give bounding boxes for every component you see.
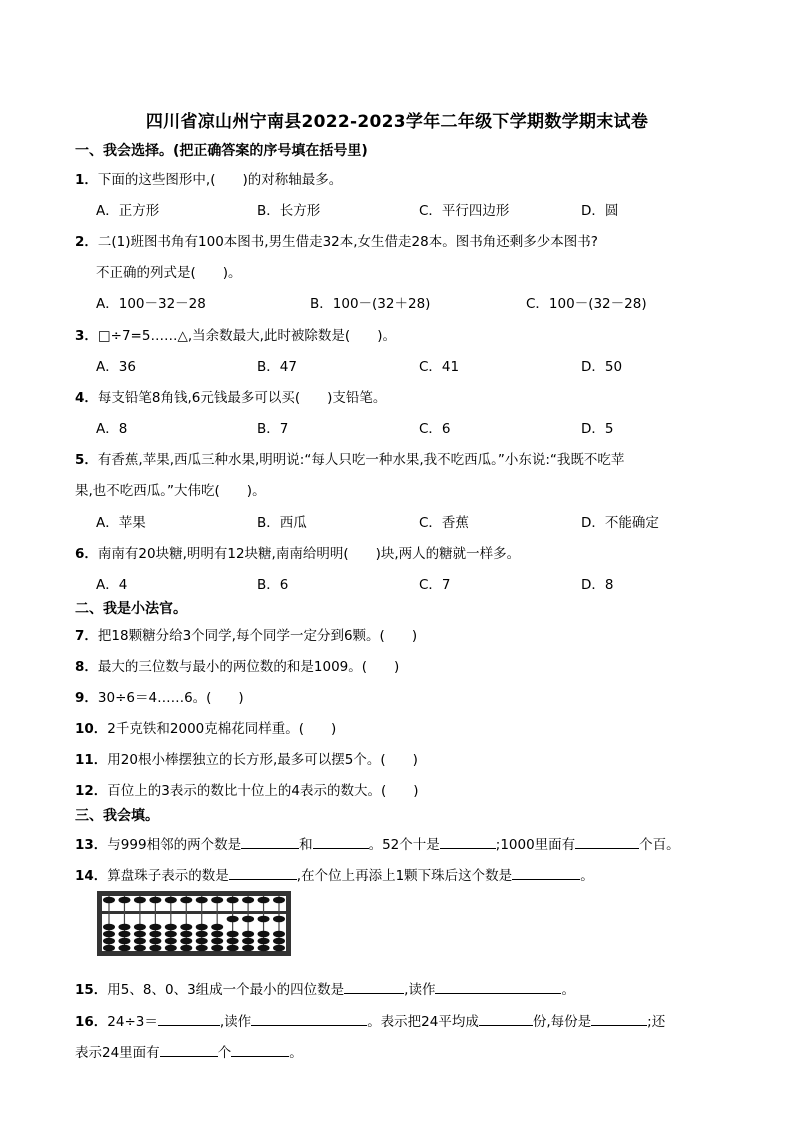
question-number: 10． bbox=[75, 721, 108, 737]
question-text: ,读作 bbox=[219, 1014, 252, 1030]
option-b[interactable]: B．47 bbox=[257, 359, 297, 375]
option-a[interactable]: A．36 bbox=[96, 359, 136, 375]
question-13 bbox=[75, 833, 680, 853]
answer-blank[interactable] bbox=[591, 1012, 647, 1026]
question-text: 。表示把24平均成 bbox=[367, 1014, 479, 1030]
question-text: 和 bbox=[299, 837, 313, 853]
abacus-lower-bead bbox=[211, 924, 223, 931]
answer-blank[interactable] bbox=[435, 980, 561, 994]
abacus-lower-bead bbox=[227, 916, 239, 923]
question-text: 。52个十是 bbox=[368, 837, 440, 853]
question-text: 算盘珠子表示的数是 bbox=[107, 868, 229, 884]
abacus-lower-bead bbox=[196, 938, 208, 945]
option-a[interactable]: A．苹果 bbox=[96, 515, 146, 531]
option-d[interactable]: D．8 bbox=[581, 577, 614, 593]
question-text: ,在个位上再添上1颗下珠后这个数是 bbox=[296, 868, 513, 884]
abacus-upper-bead bbox=[273, 897, 285, 904]
abacus-lower-bead bbox=[196, 924, 208, 931]
option-c[interactable]: C．41 bbox=[419, 359, 460, 375]
answer-blank[interactable] bbox=[158, 1012, 220, 1026]
question-text: 份,每份是 bbox=[532, 1014, 592, 1030]
question-number: 9． bbox=[75, 690, 98, 706]
question-text: ;还 bbox=[647, 1014, 666, 1030]
question-3 bbox=[75, 324, 396, 344]
abacus-lower-bead bbox=[118, 931, 130, 938]
option-d[interactable]: D．圆 bbox=[581, 203, 619, 219]
question-text: 用20根小棒摆独立的长方形,最多可以摆5个。( ) bbox=[107, 752, 418, 768]
option-a[interactable]: A．8 bbox=[96, 421, 128, 437]
abacus-lower-bead bbox=[149, 945, 161, 952]
abacus-lower-bead bbox=[103, 945, 115, 952]
abacus-lower-bead bbox=[134, 924, 146, 931]
option-d[interactable]: D．5 bbox=[581, 421, 614, 437]
question-text: 二(1)班图书角有100本图书,男生借走32本,女生借走28本。图书角还剩多少本图书? bbox=[97, 234, 598, 250]
question-15 bbox=[75, 978, 575, 998]
question-number: 3． bbox=[75, 328, 98, 344]
abacus-inner bbox=[102, 896, 286, 951]
question-number: 11． bbox=[75, 752, 108, 768]
abacus-lower-bead bbox=[242, 945, 254, 952]
abacus-lower-bead bbox=[134, 945, 146, 952]
question-16 bbox=[75, 1010, 665, 1030]
question-number: 14． bbox=[75, 868, 108, 884]
answer-blank[interactable] bbox=[160, 1043, 218, 1057]
abacus-lower-bead bbox=[165, 945, 177, 952]
abacus-upper-bead bbox=[180, 897, 192, 904]
question-text: 百位上的3表示的数比十位上的4表示的数大。( ) bbox=[107, 783, 419, 799]
abacus-lower-bead bbox=[149, 931, 161, 938]
question-number: 13． bbox=[75, 837, 108, 853]
question-text: 把18颗糖分给3个同学,每个同学一定分到6颗。( ) bbox=[97, 628, 418, 644]
abacus-upper-bead bbox=[211, 897, 223, 904]
question-number: 16． bbox=[75, 1014, 108, 1030]
abacus-lower-bead bbox=[242, 931, 254, 938]
question-16-continued bbox=[75, 1041, 303, 1061]
answer-blank[interactable] bbox=[512, 866, 580, 880]
abacus-lower-bead bbox=[196, 945, 208, 952]
option-d[interactable]: D．50 bbox=[581, 359, 623, 375]
question-5 bbox=[75, 448, 624, 468]
question-text: 个 bbox=[217, 1045, 232, 1061]
abacus-upper-bead bbox=[118, 897, 130, 904]
answer-blank[interactable] bbox=[575, 835, 639, 849]
page-title: 四川省凉山州宁南县2022-2023学年二年级下学期数学期末试卷 bbox=[145, 112, 649, 132]
question-9 bbox=[75, 686, 244, 706]
abacus-upper-bead bbox=[242, 897, 254, 904]
abacus-lower-bead bbox=[149, 924, 161, 931]
answer-blank[interactable] bbox=[251, 1012, 367, 1026]
abacus-upper-bead bbox=[149, 897, 161, 904]
abacus-lower-bead bbox=[103, 931, 115, 938]
question-number: 2． bbox=[75, 234, 98, 250]
abacus-lower-bead bbox=[227, 938, 239, 945]
abacus-lower-bead bbox=[118, 938, 130, 945]
question-number: 1． bbox=[75, 172, 98, 188]
question-8 bbox=[75, 655, 399, 675]
abacus-upper-bead bbox=[196, 897, 208, 904]
question-1 bbox=[75, 168, 342, 188]
answer-blank[interactable] bbox=[229, 866, 297, 880]
question-4 bbox=[75, 386, 386, 406]
answer-blank[interactable] bbox=[440, 835, 496, 849]
abacus-lower-bead bbox=[227, 945, 239, 952]
question-number: 7． bbox=[75, 628, 98, 644]
abacus-lower-bead bbox=[118, 945, 130, 952]
question-number: 12． bbox=[75, 783, 108, 799]
question-text: 与999相邻的两个数是 bbox=[107, 837, 242, 853]
question-text: 最大的三位数与最小的两位数的和是1009。( ) bbox=[97, 659, 400, 675]
question-2-continued: 不正确的列式是( )。 bbox=[96, 265, 242, 281]
abacus-lower-bead bbox=[273, 931, 285, 938]
option-d[interactable]: D．不能确定 bbox=[581, 515, 659, 531]
question-11 bbox=[75, 748, 418, 768]
abacus-lower-bead bbox=[273, 938, 285, 945]
abacus-lower-bead bbox=[149, 938, 161, 945]
abacus-lower-bead bbox=[211, 945, 223, 952]
option-b[interactable]: B．长方形 bbox=[257, 203, 321, 219]
abacus-lower-bead bbox=[134, 938, 146, 945]
question-text: 。 bbox=[289, 1045, 303, 1061]
abacus-lower-bead bbox=[165, 924, 177, 931]
question-6 bbox=[75, 542, 520, 562]
abacus-lower-bead bbox=[103, 938, 115, 945]
question-text: 每支铅笔8角钱,6元钱最多可以买( )支铅笔。 bbox=[97, 390, 387, 406]
option-c[interactable]: C．6 bbox=[419, 421, 451, 437]
question-number: 8． bbox=[75, 659, 98, 675]
abacus-upper-bead bbox=[134, 897, 146, 904]
question-number: 6． bbox=[75, 546, 98, 562]
abacus-upper-bead bbox=[258, 897, 270, 904]
question-text: 。 bbox=[580, 868, 594, 884]
abacus-beam bbox=[102, 911, 286, 914]
section-heading-fill: 三、我会填。 bbox=[75, 808, 159, 824]
option-c[interactable]: C．平行四边形 bbox=[419, 203, 510, 219]
question-text: ,读作 bbox=[404, 982, 436, 998]
question-number: 15． bbox=[75, 982, 108, 998]
question-text: □÷7=5……△,当余数最大,此时被除数是( )。 bbox=[97, 328, 396, 344]
abacus-lower-bead bbox=[227, 931, 239, 938]
question-number: 4． bbox=[75, 390, 98, 406]
abacus-lower-bead bbox=[103, 924, 115, 931]
abacus-lower-bead bbox=[258, 938, 270, 945]
abacus-lower-bead bbox=[180, 938, 192, 945]
question-10 bbox=[75, 717, 336, 737]
abacus-lower-bead bbox=[180, 945, 192, 952]
question-text: 个百。 bbox=[639, 837, 680, 853]
question-text: 用5、8、0、3组成一个最小的四位数是 bbox=[107, 982, 345, 998]
option-a[interactable]: A．正方形 bbox=[96, 203, 160, 219]
option-c[interactable]: C．100－(32－28) bbox=[526, 296, 647, 312]
question-5-continued: 果,也不吃西瓜。”大伟吃( )。 bbox=[75, 483, 266, 499]
abacus-lower-bead bbox=[134, 931, 146, 938]
abacus-lower-bead bbox=[273, 916, 285, 923]
abacus-lower-bead bbox=[242, 938, 254, 945]
abacus-lower-bead bbox=[180, 924, 192, 931]
abacus-lower-bead bbox=[242, 916, 254, 923]
question-text: 下面的这些图形中,( )的对称轴最多。 bbox=[97, 172, 343, 188]
question-text: ;1000里面有 bbox=[495, 837, 576, 853]
question-2 bbox=[75, 230, 598, 250]
abacus-lower-bead bbox=[258, 945, 270, 952]
question-7 bbox=[75, 624, 417, 644]
option-b[interactable]: B．100－(32＋28) bbox=[310, 296, 431, 312]
section-heading-choice: 一、我会选择。(把正确答案的序号填在括号里) bbox=[75, 143, 368, 159]
abacus-lower-bead bbox=[258, 916, 270, 923]
question-text: 表示24里面有 bbox=[75, 1045, 160, 1061]
abacus-lower-bead bbox=[258, 931, 270, 938]
option-b[interactable]: B．西瓜 bbox=[257, 515, 307, 531]
question-text: 24÷3＝ bbox=[107, 1014, 158, 1030]
option-b[interactable]: B．7 bbox=[257, 421, 289, 437]
question-12 bbox=[75, 779, 419, 799]
question-text: 。 bbox=[561, 982, 575, 998]
question-text: 30÷6＝4……6。( ) bbox=[97, 690, 244, 706]
option-a[interactable]: A．100－32－28 bbox=[96, 296, 206, 312]
option-b[interactable]: B．6 bbox=[257, 577, 289, 593]
question-number: 5． bbox=[75, 452, 98, 468]
question-14 bbox=[75, 864, 594, 884]
answer-blank[interactable] bbox=[479, 1012, 533, 1026]
abacus-lower-bead bbox=[211, 938, 223, 945]
option-c[interactable]: C．7 bbox=[419, 577, 451, 593]
abacus-upper-bead bbox=[103, 897, 115, 904]
answer-blank[interactable] bbox=[313, 835, 369, 849]
question-text: 有香蕉,苹果,西瓜三种水果,明明说:“每人只吃一种水果,我不吃西瓜。”小东说:“我既不吃苹 bbox=[97, 452, 625, 468]
abacus-lower-bead bbox=[118, 924, 130, 931]
question-text: 南南有20块糖,明明有12块糖,南南给明明( )块,两人的糖就一样多。 bbox=[97, 546, 521, 562]
answer-blank[interactable] bbox=[241, 835, 299, 849]
abacus-lower-bead bbox=[211, 931, 223, 938]
option-a[interactable]: A．4 bbox=[96, 577, 128, 593]
abacus-image bbox=[97, 891, 291, 956]
abacus-lower-bead bbox=[180, 931, 192, 938]
question-text: 2千克铁和2000克棉花同样重。( ) bbox=[107, 721, 337, 737]
abacus-lower-bead bbox=[165, 938, 177, 945]
abacus-lower-bead bbox=[165, 931, 177, 938]
abacus-lower-bead bbox=[273, 945, 285, 952]
answer-blank[interactable] bbox=[231, 1043, 289, 1057]
section-heading-judge: 二、我是小法官。 bbox=[75, 601, 187, 617]
abacus-lower-bead bbox=[196, 931, 208, 938]
option-c[interactable]: C．香蕉 bbox=[419, 515, 469, 531]
answer-blank[interactable] bbox=[344, 980, 404, 994]
abacus-upper-bead bbox=[227, 897, 239, 904]
abacus-upper-bead bbox=[165, 897, 177, 904]
